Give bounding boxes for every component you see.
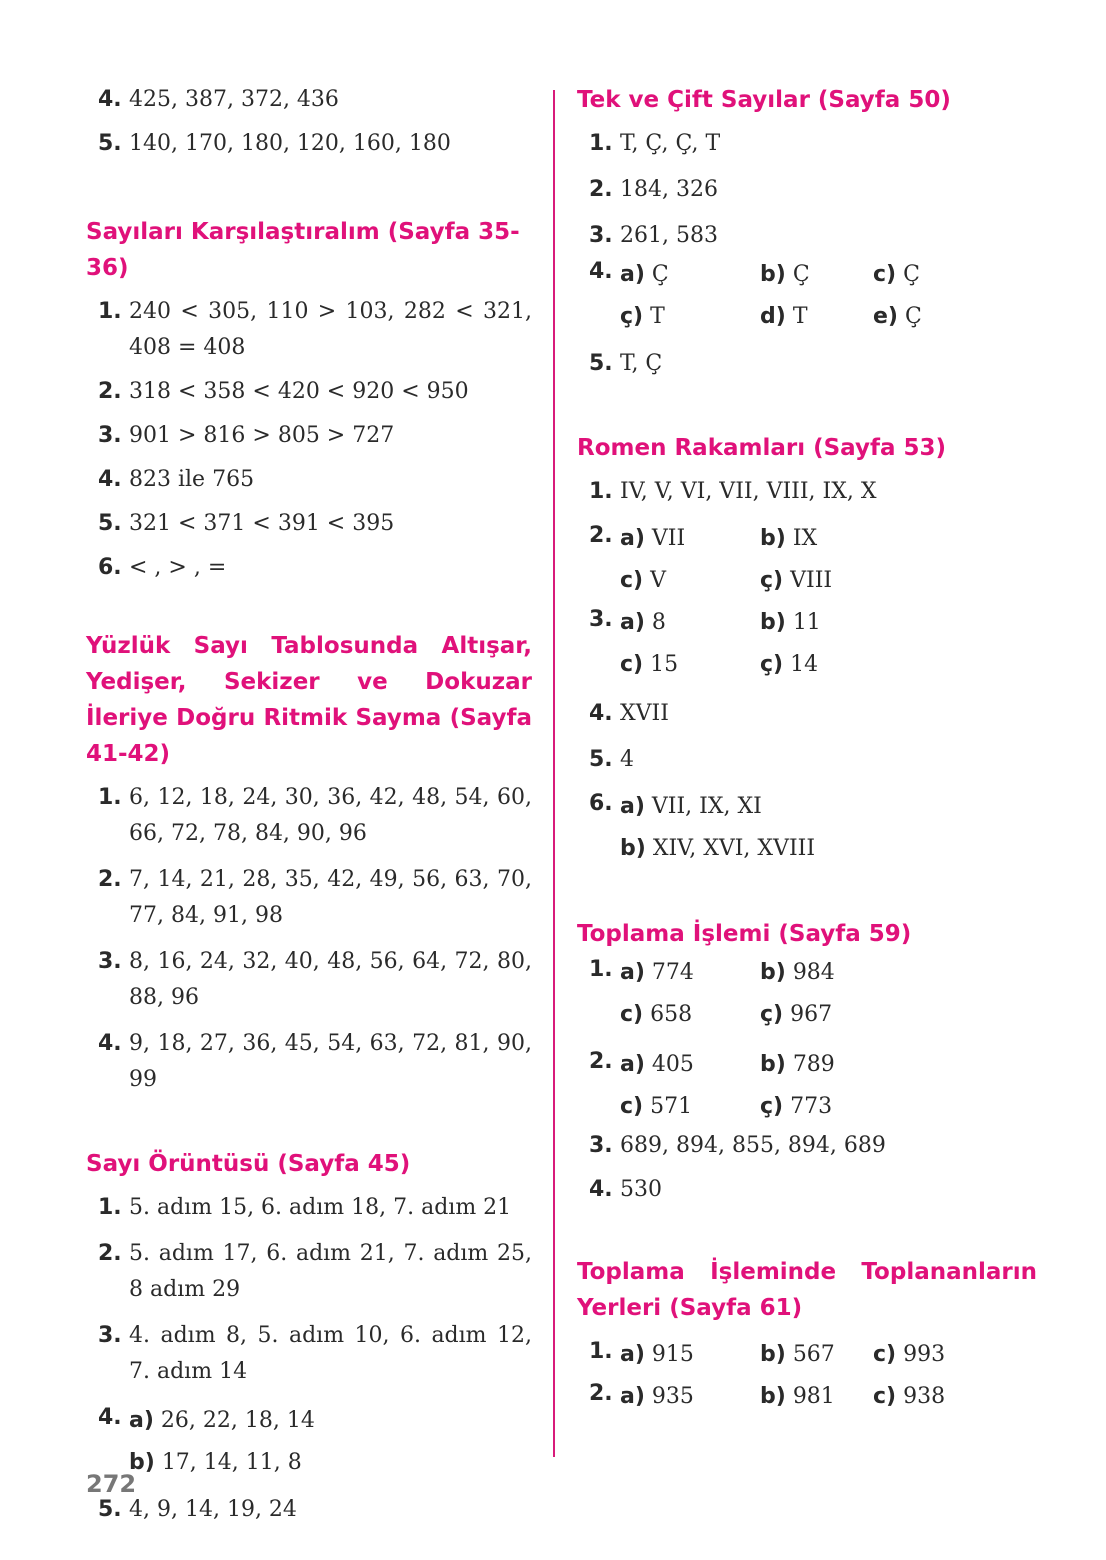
sub-value: 14 — [790, 652, 819, 677]
sub-label: a) — [620, 526, 645, 551]
section-title: Sayıları Karşılaştıralım (Sayfa 35-36) — [86, 219, 520, 281]
section-title: Toplama İşleminde Toplananların Yerleri (Sayfa 61) — [577, 1259, 1037, 1321]
sub-label: c) — [873, 262, 897, 287]
sub-label: c) — [620, 1094, 644, 1119]
answer-number: 1. — [589, 957, 613, 982]
answer-item — [577, 696, 1037, 732]
answer-number: 3. — [589, 1133, 613, 1158]
answer-item — [86, 550, 532, 586]
sub-answer — [620, 254, 760, 296]
sub-label: b) — [760, 262, 786, 287]
answer-number: 4. — [589, 1177, 613, 1202]
sub-answer-row — [620, 1376, 1037, 1418]
section-addition — [577, 916, 1037, 1208]
answer-number: 2. — [589, 523, 613, 548]
answer-number: 5. — [98, 1497, 122, 1522]
sub-value: 984 — [792, 960, 835, 985]
answer-number: 3. — [98, 1323, 122, 1348]
answer-item — [577, 218, 1037, 254]
answer-text: 901 > 816 > 805 > 727 — [129, 423, 395, 448]
answer-item — [86, 462, 532, 498]
sub-value: Ç — [903, 262, 920, 287]
sub-label: ç) — [760, 652, 784, 677]
sub-answer-row — [620, 296, 1037, 338]
answer-item — [577, 474, 1037, 510]
sub-answer-row — [620, 828, 1037, 870]
sub-answer — [620, 1376, 760, 1418]
sub-value: Ç — [792, 262, 810, 287]
sub-value: VIII — [790, 568, 833, 593]
sub-value: 26, 22, 18, 14 — [160, 1408, 315, 1433]
sub-label: c) — [620, 652, 644, 677]
sub-value: 967 — [790, 1002, 833, 1027]
answer-number: 4. — [98, 87, 122, 112]
sub-answer — [620, 786, 762, 828]
answer-item — [577, 1044, 1037, 1128]
answer-item — [577, 518, 1037, 602]
section-odd-even — [577, 82, 1037, 382]
answer-text: T, Ç, Ç, T — [620, 131, 721, 156]
sub-label: a) — [620, 1342, 645, 1367]
sub-answer — [620, 644, 760, 686]
sub-answer — [129, 1442, 302, 1484]
answer-text: 240 < 305, 110 > 103, 282 < 321, 408 = 408 — [129, 299, 532, 360]
answer-number: 4. — [98, 1405, 122, 1430]
sub-value: VII, IX, XI — [651, 794, 762, 819]
sub-answer — [760, 952, 835, 994]
answer-number: 1. — [98, 299, 122, 324]
answer-text: 689, 894, 855, 894, 689 — [620, 1133, 886, 1158]
sub-label: c) — [620, 568, 644, 593]
answer-text: 823 ile 765 — [129, 467, 255, 492]
answer-item — [577, 742, 1037, 778]
sub-answers — [620, 602, 1037, 686]
answer-item — [577, 1376, 1037, 1418]
answer-item — [86, 506, 532, 542]
sub-value: 8 — [651, 610, 666, 635]
answer-text: T, Ç — [620, 351, 663, 376]
answer-text: < , > , = — [129, 555, 227, 580]
sub-answer — [620, 560, 760, 602]
answer-item — [86, 1026, 532, 1098]
answer-number: 2. — [98, 867, 122, 892]
answer-number: 5. — [589, 351, 613, 376]
answer-number: 1. — [589, 479, 613, 504]
sub-answer — [760, 1086, 832, 1128]
sub-answer-row — [620, 1086, 1037, 1128]
answer-text: XVII — [620, 701, 669, 726]
sub-answer — [760, 1376, 873, 1418]
answer-text: 4 — [620, 747, 634, 772]
answer-number: 4. — [98, 1031, 122, 1056]
answer-text: 5. adım 17, 6. adım 21, 7. adım 25, 8 adım 29 — [129, 1241, 532, 1302]
section-title: Sayı Örüntüsü (Sayfa 45) — [86, 1151, 411, 1177]
sub-answer — [760, 296, 873, 338]
sub-label: a) — [129, 1408, 154, 1433]
sub-value: 567 — [792, 1342, 835, 1367]
answer-item — [86, 944, 532, 1016]
sub-label: b) — [760, 526, 786, 551]
sub-answer-row — [620, 518, 1037, 560]
sub-label: c) — [620, 1002, 644, 1027]
answer-number: 2. — [589, 177, 613, 202]
sub-answer — [873, 254, 920, 296]
section-title: Romen Rakamları (Sayfa 53) — [577, 435, 947, 461]
sub-label: b) — [760, 610, 786, 635]
sub-answer — [760, 560, 832, 602]
sub-answer-row — [620, 254, 1037, 296]
answer-number: 2. — [98, 379, 122, 404]
answer-item — [577, 1128, 1037, 1164]
section-title: Tek ve Çift Sayılar (Sayfa 50) — [577, 87, 951, 113]
answer-item — [86, 126, 532, 162]
answer-item — [86, 1190, 532, 1226]
sub-label: a) — [620, 262, 645, 287]
section-roman-numerals — [577, 430, 1037, 870]
answer-number: 6. — [98, 555, 122, 580]
sub-value: 571 — [650, 1094, 693, 1119]
answer-text: 425, 387, 372, 436 — [129, 87, 339, 112]
sub-answer-row — [129, 1442, 532, 1484]
sub-answer — [620, 1334, 760, 1376]
sub-label: a) — [620, 610, 645, 635]
answer-number: 4. — [589, 259, 613, 284]
sub-answer — [620, 1044, 760, 1086]
sub-value: 405 — [651, 1052, 694, 1077]
sub-answer — [760, 1044, 835, 1086]
answer-item — [86, 1400, 532, 1484]
sub-value: 915 — [651, 1342, 694, 1367]
sub-label: a) — [620, 960, 645, 985]
sub-answer-row — [129, 1400, 532, 1442]
answer-number: 3. — [98, 949, 122, 974]
sub-answer — [129, 1400, 315, 1442]
sub-answer — [620, 1086, 760, 1128]
answer-item — [86, 1318, 532, 1390]
sub-answer-row — [620, 994, 1037, 1036]
sub-value: 789 — [792, 1052, 835, 1077]
sub-answer-row — [620, 602, 1037, 644]
right-column — [577, 82, 1037, 1418]
answer-text: 261, 583 — [620, 223, 718, 248]
answer-text: 6, 12, 18, 24, 30, 36, 42, 48, 54, 60, 66, 72, 78, 84, 90, 96 — [129, 785, 532, 846]
answer-text: 140, 170, 180, 120, 160, 180 — [129, 131, 451, 156]
sub-value: IX — [792, 526, 818, 551]
sub-label: a) — [620, 1384, 645, 1409]
sub-value: T — [792, 304, 808, 329]
answer-text: 530 — [620, 1177, 662, 1202]
sub-label: c) — [873, 1342, 897, 1367]
answer-number: 2. — [589, 1381, 613, 1406]
sub-answer — [620, 296, 760, 338]
answer-number: 3. — [589, 607, 613, 632]
answer-number: 1. — [98, 785, 122, 810]
answer-number: 5. — [98, 511, 122, 536]
answer-item — [86, 1236, 532, 1308]
answer-text: 318 < 358 < 420 < 920 < 950 — [129, 379, 469, 404]
sub-answer-row — [620, 644, 1037, 686]
sub-value: T — [650, 304, 665, 329]
sub-label: ç) — [620, 304, 644, 329]
sub-answers — [620, 952, 1037, 1036]
sub-answers — [620, 1376, 1037, 1418]
sub-answer-row — [620, 560, 1037, 602]
sub-answer — [760, 644, 818, 686]
column-divider — [553, 90, 555, 1457]
sub-answer — [760, 602, 821, 644]
sub-answer — [760, 518, 817, 560]
sub-answer — [760, 1334, 873, 1376]
answer-number: 3. — [98, 423, 122, 448]
sub-answers — [620, 518, 1037, 602]
section-title: Yüzlük Sayı Tablosunda Altışar, Yedişer, Sekizer ve Dokuzar İleriye Doğru Ritmik Sayma (Sayfa 41-42) — [86, 633, 532, 767]
answer-item — [577, 1172, 1037, 1208]
sub-value: 774 — [651, 960, 694, 985]
sub-answer-row — [620, 786, 1037, 828]
answer-item — [577, 346, 1037, 382]
answer-number: 5. — [98, 131, 122, 156]
sub-label: b) — [620, 836, 646, 861]
answer-number: 2. — [589, 1049, 613, 1074]
answer-item — [86, 294, 532, 366]
sub-value: Ç — [904, 304, 922, 329]
sub-value: 658 — [650, 1002, 693, 1027]
answer-item — [86, 780, 532, 852]
answer-item — [577, 126, 1037, 162]
answer-number: 4. — [98, 467, 122, 492]
answer-text: 4, 9, 14, 19, 24 — [129, 1497, 297, 1522]
sub-label: d) — [760, 304, 786, 329]
sub-value: V — [650, 568, 666, 593]
sub-answers — [620, 1044, 1037, 1128]
sub-value: 15 — [650, 652, 679, 677]
answer-item — [86, 1492, 532, 1528]
answer-number: 5. — [589, 747, 613, 772]
answer-item — [577, 172, 1037, 208]
sub-value: 993 — [903, 1342, 946, 1367]
sub-value: 11 — [792, 610, 821, 635]
sub-answers — [620, 1334, 1037, 1376]
section-addends — [577, 1254, 1037, 1418]
answer-number: 1. — [98, 1195, 122, 1220]
answer-number: 4. — [589, 701, 613, 726]
answer-text: 321 < 371 < 391 < 395 — [129, 511, 395, 536]
answer-number: 1. — [589, 1339, 613, 1364]
answer-item — [577, 786, 1037, 870]
answer-item — [86, 374, 532, 410]
answer-text: 9, 18, 27, 36, 45, 54, 63, 72, 81, 90, 99 — [129, 1031, 532, 1092]
sub-answer — [620, 828, 815, 870]
sub-answer — [873, 296, 922, 338]
sub-label: ç) — [760, 568, 784, 593]
sub-answer — [760, 994, 832, 1036]
sub-answer — [620, 994, 760, 1036]
page-number: 272 — [86, 1470, 137, 1498]
sub-answers — [129, 1400, 532, 1484]
sub-answer — [873, 1376, 945, 1418]
answer-text: 8, 16, 24, 32, 40, 48, 56, 64, 72, 80, 88, 96 — [129, 949, 532, 1010]
answer-text: IV, V, VI, VII, VIII, IX, X — [620, 479, 877, 504]
answer-number: 6. — [589, 791, 613, 816]
sub-answers — [620, 254, 1037, 338]
sub-label: b) — [760, 1384, 786, 1409]
sub-answer — [873, 1334, 945, 1376]
answer-number: 3. — [589, 223, 613, 248]
sub-label: ç) — [760, 1002, 784, 1027]
sub-answer — [620, 952, 760, 994]
answer-item — [577, 602, 1037, 686]
sub-value: 935 — [651, 1384, 694, 1409]
sub-value: 17, 14, 11, 8 — [161, 1450, 302, 1475]
sub-label: e) — [873, 304, 898, 329]
answer-item — [577, 1334, 1037, 1376]
continued-answers — [86, 82, 532, 162]
sub-value: VII — [651, 526, 686, 551]
sub-label: b) — [129, 1450, 155, 1475]
answer-text: 184, 326 — [620, 177, 718, 202]
answer-text: 4. adım 8, 5. adım 10, 6. adım 12, 7. adım 14 — [129, 1323, 532, 1384]
section-title: Toplama İşlemi (Sayfa 59) — [577, 921, 912, 947]
sub-answer-row — [620, 952, 1037, 994]
section-compare-numbers — [86, 214, 532, 586]
sub-value: XIV, XVI, XVIII — [652, 836, 816, 861]
answer-item — [577, 952, 1037, 1036]
answer-item — [86, 82, 532, 118]
sub-value: Ç — [651, 262, 669, 287]
left-column — [86, 82, 532, 1528]
sub-answer — [760, 254, 873, 296]
answer-item — [86, 862, 532, 934]
sub-value: 938 — [903, 1384, 946, 1409]
sub-label: c) — [873, 1384, 897, 1409]
section-number-pattern — [86, 1146, 532, 1528]
section-rhythmic-counting — [86, 628, 532, 1098]
sub-label: b) — [760, 1342, 786, 1367]
answer-text: 5. adım 15, 6. adım 18, 7. adım 21 — [129, 1195, 512, 1220]
sub-value: 981 — [792, 1384, 835, 1409]
sub-label: b) — [760, 960, 786, 985]
sub-label: a) — [620, 794, 645, 819]
sub-label: ç) — [760, 1094, 784, 1119]
sub-answer-row — [620, 1334, 1037, 1376]
answer-number: 1. — [589, 131, 613, 156]
sub-label: b) — [760, 1052, 786, 1077]
sub-answer — [620, 602, 760, 644]
answer-item — [577, 254, 1037, 338]
answer-number: 2. — [98, 1241, 122, 1266]
answer-item — [86, 418, 532, 454]
sub-answer-row — [620, 1044, 1037, 1086]
answer-text: 7, 14, 21, 28, 35, 42, 49, 56, 63, 70, 77, 84, 91, 98 — [129, 867, 532, 928]
sub-answers — [620, 786, 1037, 870]
sub-label: a) — [620, 1052, 645, 1077]
sub-answer — [620, 518, 760, 560]
sub-value: 773 — [790, 1094, 833, 1119]
